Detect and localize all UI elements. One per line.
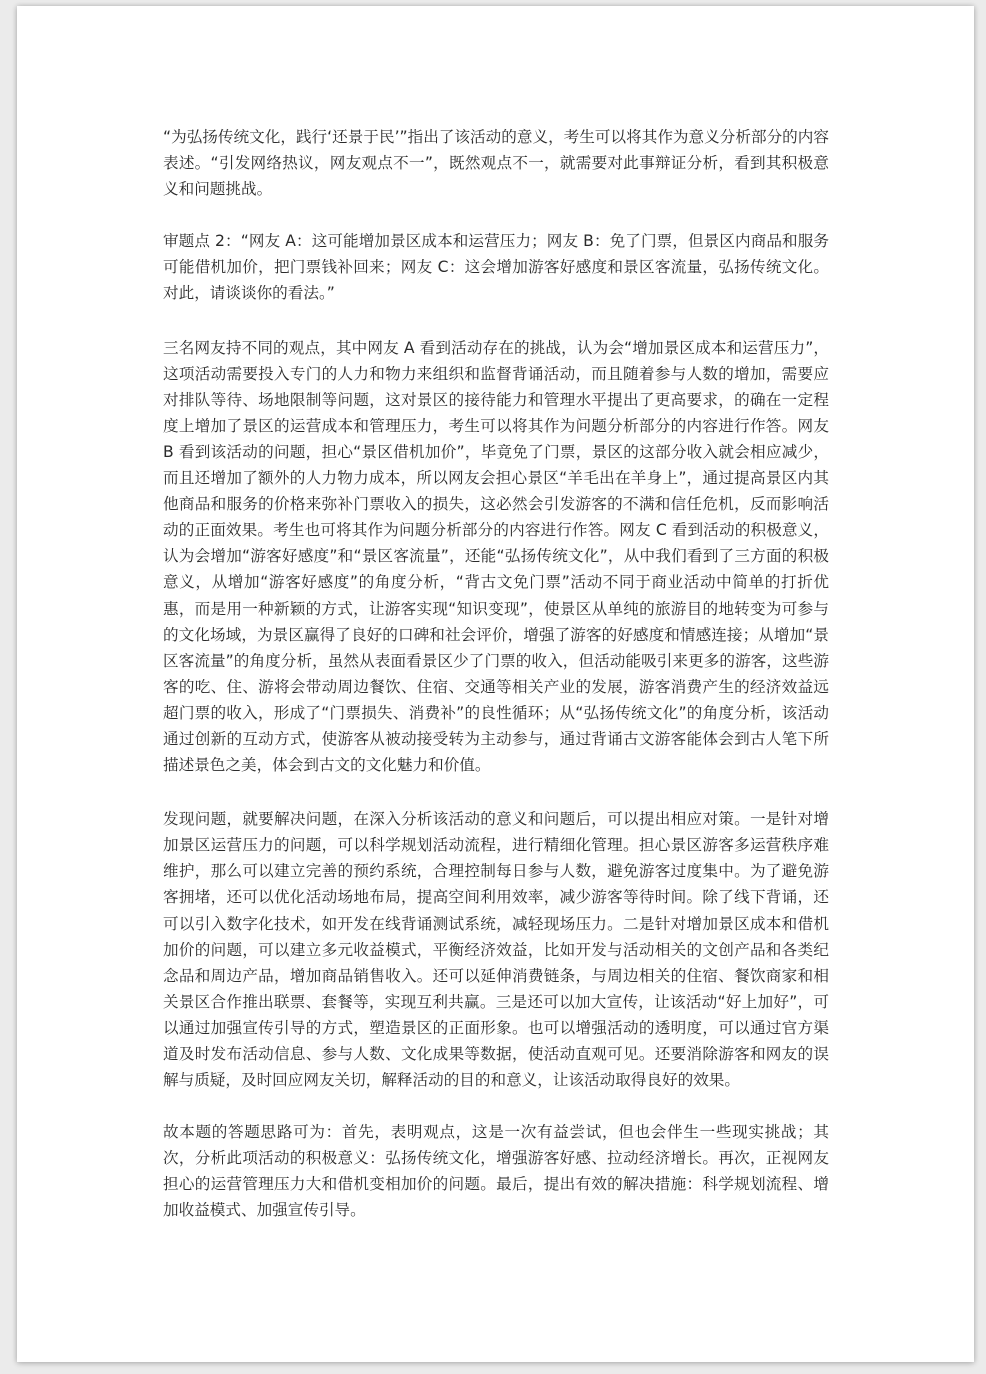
paragraph-intro-analysis: “为弘扬传统文化，践行‘还景于民’”指出了该活动的意义，考生可以将其作为意义分析部分的内容表述。“引发网络热议，网友观点不一”，既然观点不一，就需要对此事辩证分析，看到其积极意义和问题挑战。 xyxy=(163,128,829,199)
paragraph-netizen-views: 三名网友持不同的观点，其中网友 A 看到活动存在的挑战，认为会“增加景区成本和运营压力”，这项活动需要投入专门的人力和物力来组织和监督背诵活动，而且随着参与人数的增加，需要应对排队等待、场地限制等问题，这对景区的接待能力和管理水平提出了更高要求，的确在一定程度上增加了景区的运营成本和管理压力，考生可以将其作为问题分析部分的内容进行作答。网友 B 看到该活动的问题，担心“景区借机加价”，毕竟免了门票，景区的这部分收入就会相应减少，而且还增加了额外的人力物力成本，所以网友会担心景区“羊毛出在羊身上”，通过提高景区内其他商品和服务的价格来弥补门票收入的损失，这必然会引发游客的不满和信任危机，反而影响活动的正面效果。考生也可将其作为问题分析部分的内容进行作答。网友 C 看到活动的积极意义，认为会增加“游客好感度”和“景区客流量”，还能“弘扬传统文化”，从中我们看到了三方面的积极意义，从增加“游客好感度”的角度分析，“背古文免门票”活动不同于商业活动中简单的打折优惠，而是用一种新颖的方式，让游客实现“知识变现”，使景区从单纯的旅游目的地转变为可参与的文化场域，为景区赢得了良好的口碑和社会评价，增强了游客的好感度和情感连接；从增加“景区客流量”的角度分析，虽然从表面看景区少了门票的收入，但活动能吸引来更多的游客，这些游客的吃、住、游将会带动周边餐饮、住宿、交通等相关产业的发展，游客消费产生的经济效益远超门票的收入，形成了“门票损失、消费补”的良性循环；从“弘扬传统文化”的角度分析，该活动通过创新的互动方式，使游客从被动接受转为主动参与，通过背诵古文游客能体会到古人笔下所描述景色之美，体会到古文的文化魅力和价值。 xyxy=(163,338,829,775)
document-body xyxy=(163,124,829,1250)
paragraph-countermeasures: 发现问题，就要解决问题，在深入分析该活动的意义和问题后，可以提出相应对策。一是针对增加景区运营压力的问题，可以科学规划活动流程，进行精细化管理。担心景区游客多运营秩序难维护，那么可以建立完善的预约系统，合理控制每日参与人数，避免游客过度集中。为了避免游客拥堵，还可以优化活动场地布局，提高空间利用效率，减少游客等待时间。除了线下背诵，还可以引入数字化技术，如开发在线背诵测试系统，减轻现场压力。二是针对增加景区成本和借机加价的问题，可以建立多元收益模式，平衡经济效益，比如开发与活动相关的文创产品和各类纪念品和周边产品，增加商品销售收入。还可以延伸消费链条，与周边相关的住宿、餐饮商家和相关景区合作推出联票、套餐等，实现互利共赢。三是还可以加大宣传，让该活动“好上加好”，可以通过加强宣传引导的方式，塑造景区的正面形象。也可以增强活动的透明度，可以通过官方渠道及时发布活动信息、参与人数、文化成果等数据，使活动直观可见。还要消除游客和网友的误解与质疑，及时回应网友关切，解释活动的目的和意义，让该活动取得良好的效果。 xyxy=(163,810,829,1090)
paragraph-answer-approach: 故本题的答题思路可为：首先，表明观点，这是一次有益尝试，但也会伴生一些现实挑战；其次，分析此项活动的积极意义：弘扬传统文化，增强游客好感、拉动经济增长。再次，正视网友担心的运营管理压力大和借机变相加价的问题。最后，提出有效的解决措施：科学规划流程、增加收益模式、加强宣传引导。 xyxy=(163,1123,829,1220)
document-page xyxy=(17,6,974,1362)
paragraph-review-point-2: 审题点 2：“网友 A：这可能增加景区成本和运营压力；网友 B：免了门票，但景区内商品和服务可能借机加价，把门票钱补回来；网友 C：这会增加游客好感度和景区客流量，弘扬传统文化。对此，请谈谈你的看法。” xyxy=(163,232,829,303)
